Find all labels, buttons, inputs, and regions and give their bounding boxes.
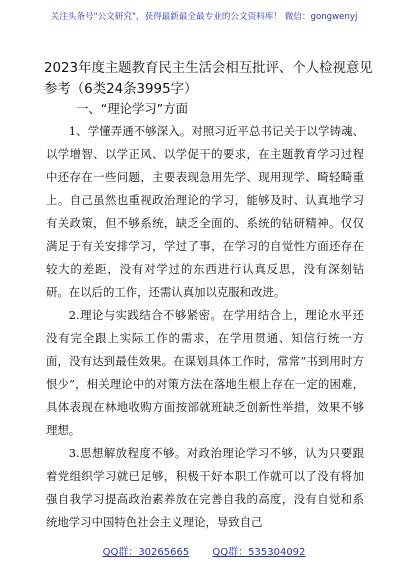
paragraph-1: 1、学懂弄通不够深入。对照习近平总书记关于以学铸魂、以学增智、以学正风、以学促干的要求，在主题教育学习过程中还存在一些问题，主要表现急用先学、现用现学、畸轻畸重上。自己虽然也重视政治理论的学习，能够及时、认真地学习有关政策，但不够系统，缺乏全面的、系统的钻研精神。仅仅满足于有关安排学习，学过了事，在学习的自觉性方面还存在较大的差距，没有对学过的东西进行认真反思，没有深刻钻研。在以后的工作，还需认真加以克服和改进。 <box>46 124 364 299</box>
qq-group-1: QQ群：30265665 <box>102 547 190 558</box>
section-heading: 一、“理论学习”方面 <box>76 101 188 116</box>
bottom-qq-banner <box>0 543 408 558</box>
paragraph-2: 2.理论与实践结合不够紧密。在学用结合上，理论水平还没有完全跟上实际工作的需求，在学用贯通、知信行统一方面，没有达到最佳效果。在谋划具体工作时，常常“书到用时方恨少”，相关理论中的对策方法在落地生根上存在一定的困难，具体表现在林地收购方面按部就班缺乏创新性举措，效果不够理想。 <box>46 308 364 437</box>
document-title: 2023年度主题教育民主生活会相互批评、个人检视意见参考（6类24条3995字） <box>44 61 373 97</box>
qq-group-2: QQ群：535304092 <box>212 547 306 558</box>
document-body <box>46 120 364 534</box>
top-promo-banner: 关注头条号"公文研究"，获得最新最全最专业的公文资料库！ 微信：gongwenyj <box>50 12 358 22</box>
paragraph-3: 3.思想解放程度不够。对政治理论学习不够，认为只要跟着党组织学习就已足够，积极干好本职工作就可以了没有将加强自我学习提高政治素养放在完善自我的高度，没有自觉和系统地学习中国特色社会主义理论，导致自己 <box>46 446 364 529</box>
